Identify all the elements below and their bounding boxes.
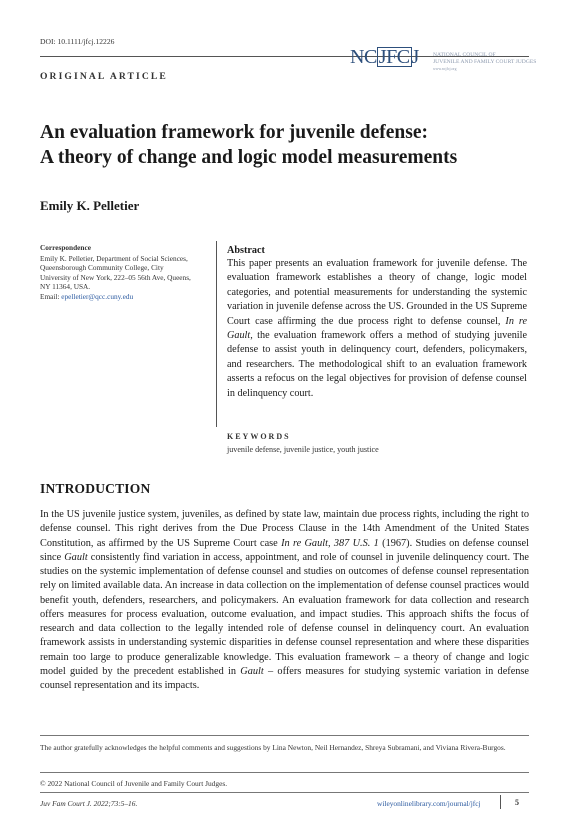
footnote-rule — [40, 735, 529, 736]
intro-case-1: In re Gault, 387 U.S. 1 — [281, 537, 379, 549]
keywords-heading: KEYWORDS — [227, 432, 291, 441]
abstract-heading: Abstract — [227, 245, 265, 256]
correspondence-email-line — [40, 292, 210, 302]
author-name: Emily K. Pelletier — [40, 198, 140, 213]
abstract-text-2: , the evaluation framework offers a method of studying juvenile defense to assist youth in delinquency court, defenders, policymakers, and researchers. The methodological shift to an evaluation framework asserts a refocus on the legal objectives for provision of defense counsel in delinquency court. — [227, 330, 527, 399]
intro-text-2: (1967). Studies on defense counsel since — [40, 537, 529, 563]
ncjfcj-logo — [350, 46, 540, 80]
logo-mark-box: JFC — [378, 46, 410, 68]
correspondence-line: Queensborough Community College, City — [40, 263, 164, 273]
introduction-paragraph — [40, 508, 529, 693]
correspondence-line: Emily K. Pelletier, Department of Social Sciences, — [40, 253, 188, 263]
intro-case-2: Gault — [64, 551, 88, 563]
title-line-1: An evaluation framework for juvenile defense: — [40, 122, 428, 143]
introduction-heading: INTRODUCTION — [40, 481, 151, 496]
email-link[interactable]: epelletier@qcc.cuny.edu — [61, 291, 134, 301]
intro-text-3: consistently find variation in access, appointment, and role of counsel in juvenile delinquency court. The studies on the systemic implementation of defense counsel and studies on outcomes of defense counsel representation rely on limited available data. An increase in data collection on the implementation of defense counsel practices would benefit youth, defenders, researchers, and policymakers. An evaluation framework for data collection and research offers measures for process evaluation, outcome evaluation, and impact studies. This approach shifts the focus of research and data collection to the legally intended role of defense counsel in delinquency court. An evaluation framework assists in understanding systemic disparities in defense counsel representation and where these disparities remain too large to produce generalizable knowledge. This evaluation framework – a theory of change and logic model guided by the precedent established in — [40, 551, 529, 677]
logo-line-3: www.ncjfcj.org — [433, 67, 457, 71]
acknowledgement-note: The author gratefully acknowledges the helpful comments and suggestions by Lina Newton, Neil Hernandez, Shreya Subramani, and Viviana Rivera-Burgos. — [40, 743, 506, 752]
journal-website-link[interactable]: wileyonlinelibrary.com/journal/jfcj — [377, 799, 481, 808]
abstract-text-1: This paper presents an evaluation framework for juvenile defense. The evaluation framework establishes a theory of change, logic model categories, and potential measurements for understanding the systemic variation in juvenile defense across the US. Grounded in the US Supreme Court case affirming the due process right to defense counsel, — [227, 258, 527, 327]
abstract-block — [227, 245, 527, 401]
page-number: 5 — [515, 798, 519, 807]
correspondence-line: NY 11364, USA. — [40, 282, 91, 292]
page-number-divider — [500, 795, 501, 809]
journal-reference: Juv Fam Court J. 2022;73:5–16. — [40, 799, 138, 808]
doi-line: DOI: 10.1111/jfcj.12226 — [40, 37, 115, 46]
copyright-line: © 2022 National Council of Juvenile and Family Court Judges. — [40, 779, 228, 788]
abstract-case: In re Gault — [227, 315, 527, 342]
intro-text-4: – offers measures for studying systemic variation in defense counsel representation and its impacts. — [40, 665, 529, 691]
abstract-rule — [216, 241, 217, 427]
email-label: Email: — [40, 291, 62, 301]
correspondence-line: University of New York, 222–05 56th Ave, Queens, — [40, 272, 191, 282]
logo-mark-right: J — [411, 46, 419, 68]
intro-text-1: In the US juvenile justice system, juveniles, as defined by state law, maintain due process rights, including the right to defense counsel. This right derives from the Due Process Clause in the 14th Amendment of the United States Constitution, as affirmed by the US Supreme Court case — [40, 509, 529, 549]
title-line-2: A theory of change and logic model measurements — [40, 146, 458, 168]
correspondence-heading: Correspondence — [40, 243, 91, 252]
logo-mark-left: NC — [350, 46, 377, 68]
keywords-text: juvenile defense, juvenile justice, youth justice — [227, 445, 379, 454]
paper-title — [40, 121, 540, 170]
footer-rule — [40, 792, 529, 793]
correspondence-block — [40, 243, 210, 302]
logo-text — [433, 52, 543, 73]
section-label: ORIGINAL ARTICLE — [40, 71, 168, 82]
logo-line-2: JUVENILE AND FAMILY COURT JUDGES — [433, 59, 537, 65]
copyright-rule — [40, 772, 529, 773]
abstract-body — [227, 257, 527, 401]
logo-line-1: NATIONAL COUNCIL OF — [433, 52, 496, 58]
logo-mark — [350, 46, 419, 69]
intro-case-3: Gault — [240, 665, 264, 677]
